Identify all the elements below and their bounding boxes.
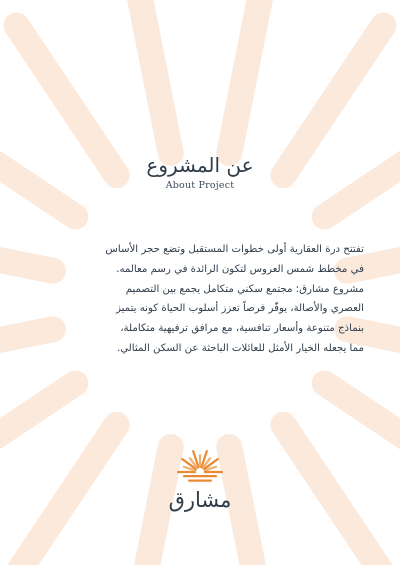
- description-line: بنماذج متنوعة وأسعار تنافسية، مع مرافق ترفيهية متكاملة،: [120, 323, 364, 335]
- description-line: مما يجعله الخيار الأمثل للعائلات الباحثة عن السكن المثالي.: [116, 342, 364, 354]
- page-title-arabic: عن المشروع: [146, 153, 254, 177]
- sunburst-ray: [229, 0, 264, 153]
- sunburst-ray: [136, 0, 171, 153]
- description-line: تفتتح درة العقارية أولى خطوات المستقبل وتضع حجر الأساس: [105, 244, 364, 255]
- sunburst-ray: [0, 383, 75, 483]
- sunrise-logo-icon: [170, 444, 230, 484]
- page-title-english: About Project: [165, 180, 235, 191]
- sunburst-ray: [325, 383, 400, 483]
- description-line: العصري والأصالة، يوفّر فرصاً تعزز أسلوب الحياة كونه يتميز: [115, 303, 364, 315]
- brand-wordmark: مشارق: [168, 488, 232, 512]
- description-line: مشروع مشارق: مجتمع سكني متكامل يجمع بين التصميم: [125, 283, 364, 295]
- project-description: [38, 240, 364, 359]
- description-line: في مخطط شمس العروس لتكون الرائدة في رسم معالمه.: [116, 263, 364, 275]
